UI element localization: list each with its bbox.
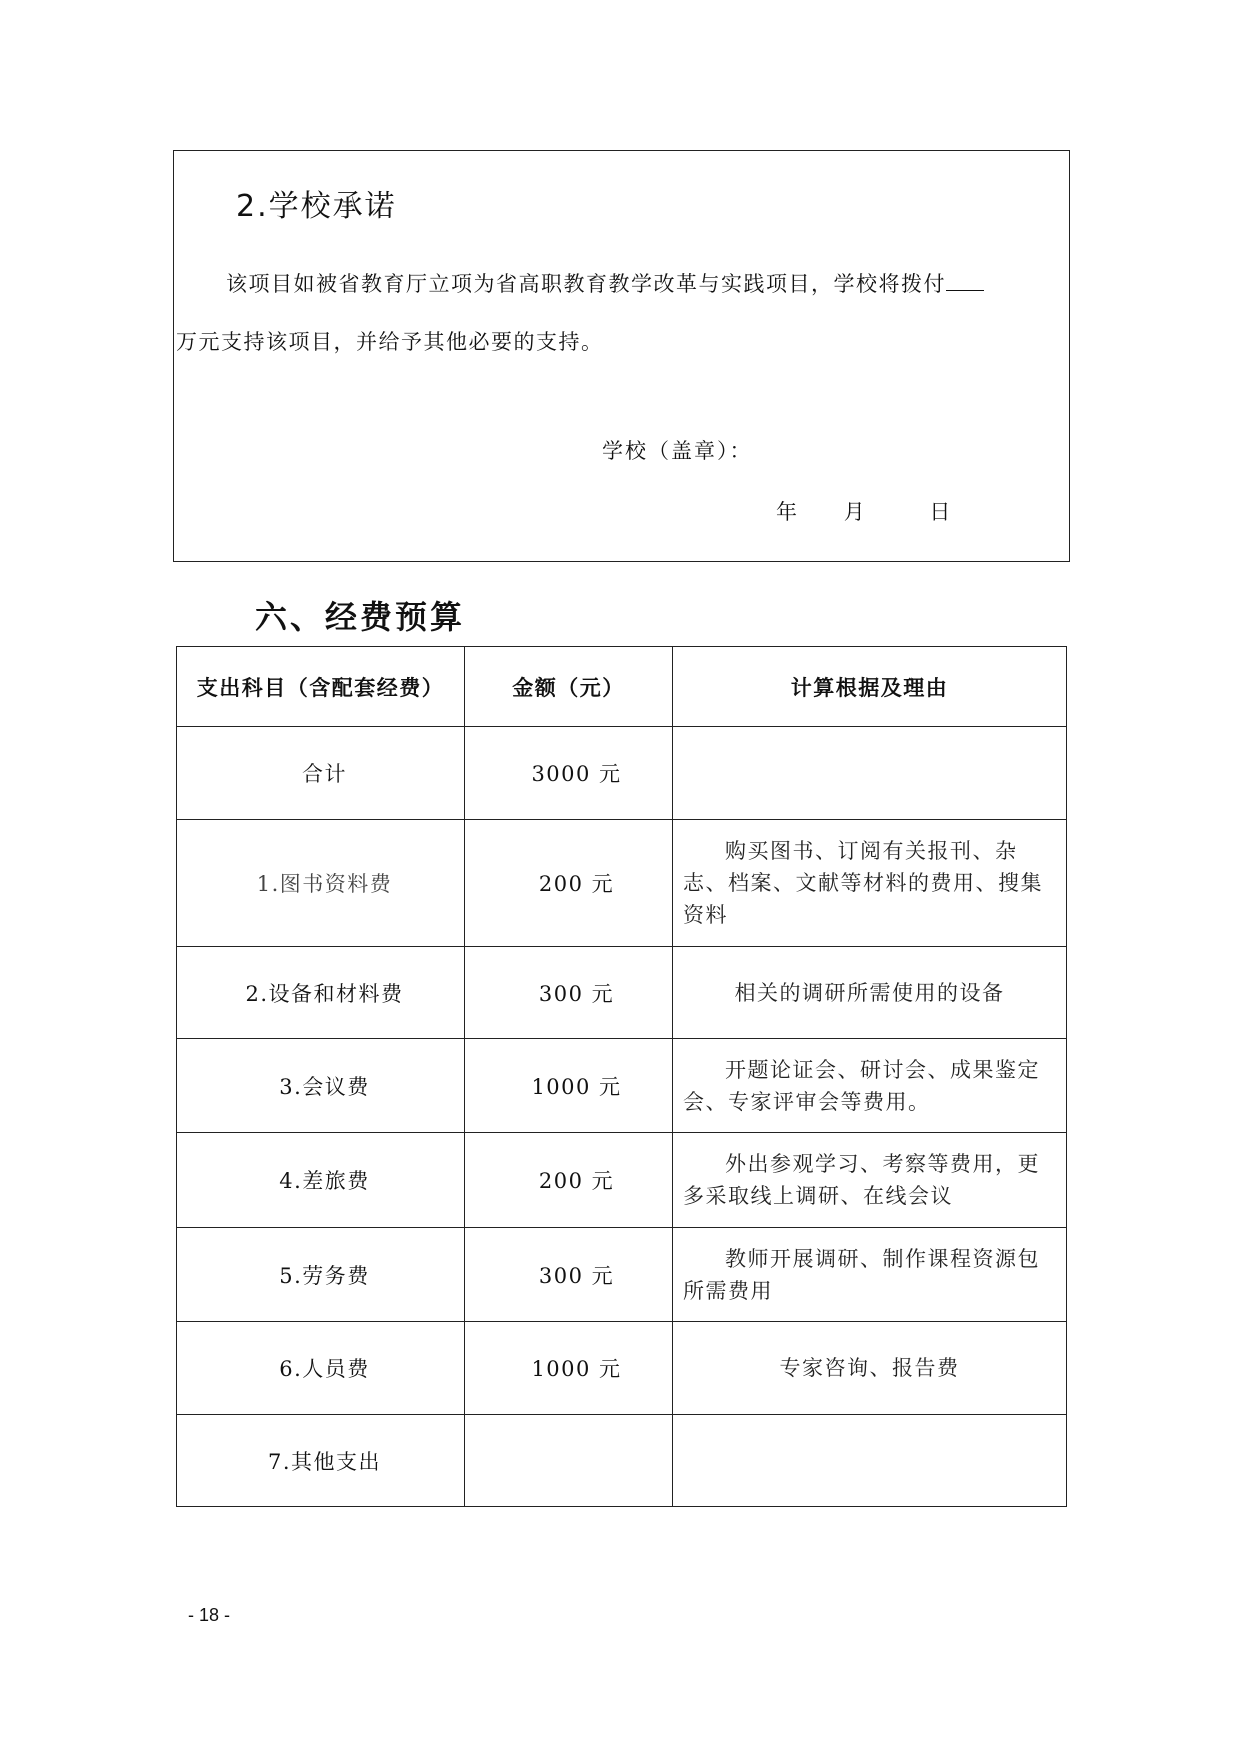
cell-reason: [673, 1228, 1067, 1322]
budget-table-header-row: [177, 647, 1067, 727]
cell-amount: [465, 1415, 673, 1507]
cell-reason: [673, 727, 1067, 820]
table-row: [177, 1039, 1067, 1133]
cell-subject: 2.设备和材料费: [177, 947, 465, 1039]
cell-amount: [465, 1228, 673, 1322]
promise-paragraph-line1-text: 该项目如被省教育厅立项为省高职教育教学改革与实践项目，学校将拨付: [226, 272, 946, 296]
table-row: [177, 1415, 1067, 1507]
cell-reason: [673, 947, 1067, 1039]
table-row: [177, 1228, 1067, 1322]
cell-amount-text: 1000 元: [531, 1074, 622, 1099]
header-reason: 计算根据及理由: [673, 647, 1067, 727]
table-row: [177, 820, 1067, 947]
cell-reason-text: 外出参观学习、考察等费用，更多采取线上调研、在线会议: [683, 1152, 1040, 1208]
school-seal-label: 学校（盖章）：: [602, 439, 753, 463]
cell-subject: 4.差旅费: [177, 1133, 465, 1228]
promise-paragraph-line1: [176, 255, 1062, 313]
header-amount: 金额（元）: [465, 647, 673, 727]
cell-amount-text: 1000 元: [531, 1357, 622, 1381]
table-row-total: [177, 727, 1067, 820]
cell-amount-text: 200 元: [538, 872, 615, 896]
header-subject: 支出科目（含配套经费）: [177, 647, 465, 727]
cell-amount: [465, 947, 673, 1039]
cell-reason: [673, 1039, 1067, 1133]
cell-reason: [673, 1133, 1067, 1228]
cell-subject: 6.人员费: [177, 1322, 465, 1415]
cell-subject: 3.会议费: [177, 1039, 465, 1133]
cell-reason-text: 教师开展调研、制作课程资源包所需费用: [683, 1246, 1040, 1303]
cell-amount-text: 300 元: [538, 981, 615, 1006]
cell-reason-text: 开题论证会、研讨会、成果鉴定会、专家评审会等费用。: [683, 1057, 1040, 1114]
table-row: [177, 1133, 1067, 1228]
promise-title: 2.学校承诺: [236, 189, 397, 224]
cell-subject: 7.其他支出: [177, 1415, 465, 1507]
cell-amount: [465, 1039, 673, 1133]
date-year-label: 年: [776, 500, 797, 524]
page-number: - 18 -: [188, 1605, 231, 1625]
table-row: [177, 947, 1067, 1039]
cell-reason-text: 购买图书、订阅有关报刊、杂志、档案、文献等材料的费用、搜集资料: [683, 839, 1043, 927]
cell-reason-text: 相关的调研所需使用的设备: [734, 980, 1005, 1005]
cell-amount: [465, 820, 673, 947]
cell-subject: 合计: [177, 727, 465, 820]
promise-paragraph-line2: 万元支持该项目，并给予其他必要的支持。: [176, 330, 604, 354]
cell-reason: [673, 820, 1067, 947]
table-row: [177, 1322, 1067, 1415]
section-heading-budget: 六、经费预算: [255, 598, 466, 636]
amount-blank-underline: [946, 272, 984, 291]
cell-subject: 5.劳务费: [177, 1228, 465, 1322]
cell-reason: [673, 1415, 1067, 1507]
cell-subject: 1.图书资料费: [177, 820, 465, 947]
date-day-label: 日: [929, 500, 951, 524]
cell-amount-text: 200 元: [538, 1169, 615, 1193]
budget-table: [176, 646, 1067, 1507]
cell-amount-text: 300 元: [538, 1263, 615, 1288]
cell-amount: [465, 1133, 673, 1228]
cell-amount-text: 3000 元: [531, 762, 622, 786]
school-promise-box: [173, 150, 1070, 562]
cell-reason: [673, 1322, 1067, 1415]
promise-date: [776, 496, 950, 526]
cell-amount: [465, 1322, 673, 1415]
promise-paragraph: [176, 255, 1062, 371]
cell-reason-text: 专家咨询、报告费: [779, 1356, 960, 1380]
cell-amount: [465, 727, 673, 820]
date-month-label: 月: [843, 500, 865, 524]
